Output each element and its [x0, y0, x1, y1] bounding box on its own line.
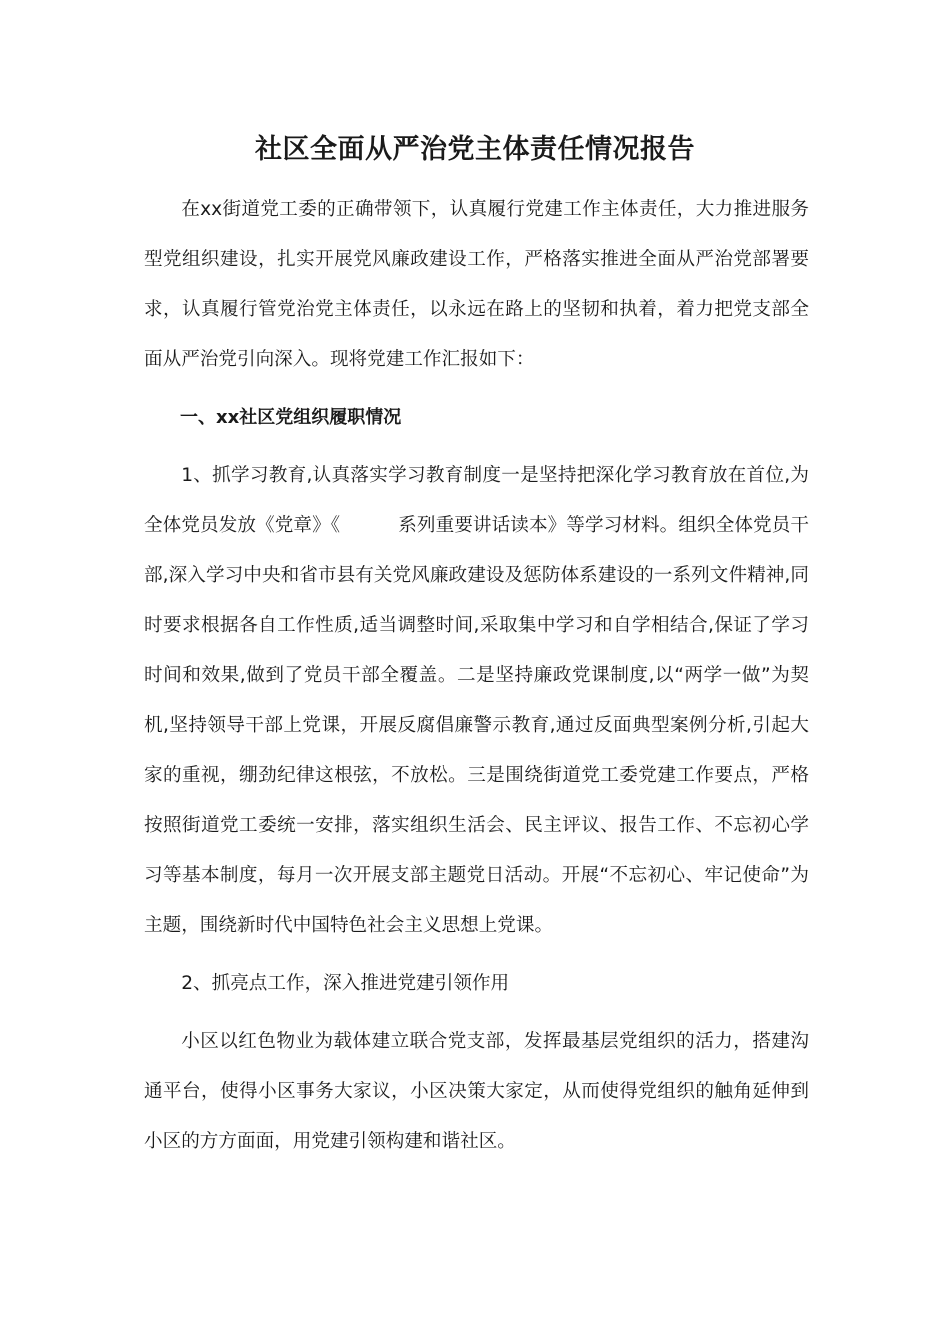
item2-paragraph: 小区以红色物业为载体建立联合党支部，发挥最基层党组织的活力，搭建沟通平台，使得小区事务大家议，小区决策大家定，从而使得党组织的触角延伸到小区的方方面面，用党建引领构建和谐社区。: [144, 1031, 809, 1152]
item1-text-a: 1、抓学习教育,认真落实学习教育制度一是坚持把深化学习教育放在首位,为全体党员发放《党章》《: [144, 465, 809, 536]
item2-heading: 2、抓亮点工作，深入推进党建引领作用: [181, 973, 510, 994]
item1-text-b: 系列重要讲话读本》等学习材料。组织全体党员干部,深入学习中央和省市县有关党风廉政建设及惩防体系建设的一系列文件精神,同时要求根据各自工作性质,适当调整时间,采取集中学习和自学相结合,保证了学习时间和效果,做到了党员干部全覆盖。二是坚持廉政党课制度,以“两学一做”为契机,坚持领导干部上党课，开展反腐倡廉警示教育,通过反面典型案例分析,引起大家的重视，绷劲纪律这根弦，不放松。三是围绕街道党工委党建工作要点，严格按照街道党工委统一安排，落实组织生活会、民主评议、报告工作、不忘初心学习等基本制度，每月一次开展支部主题党日活动。开展“不忘初心、牢记使命”为主题，围绕新时代中国特色社会主义思想上党课。: [144, 515, 809, 936]
section-heading: 一、xx社区党组织履职情况: [180, 407, 402, 428]
intro-paragraph: 在xx街道党工委的正确带领下，认真履行党建工作主体责任，大力推进服务型党组织建设，扎实开展党风廉政建设工作，严格落实推进全面从严治党部署要求，认真履行管党治党主体责任，以永远在路上的坚韧和执着，着力把党支部全面从严治党引向深入。现将党建工作汇报如下：: [144, 199, 809, 370]
document-title: 社区全面从严治党主体责任情况报告: [255, 134, 695, 165]
document-body: [144, 185, 809, 1167]
item1-paragraph: [144, 451, 809, 951]
